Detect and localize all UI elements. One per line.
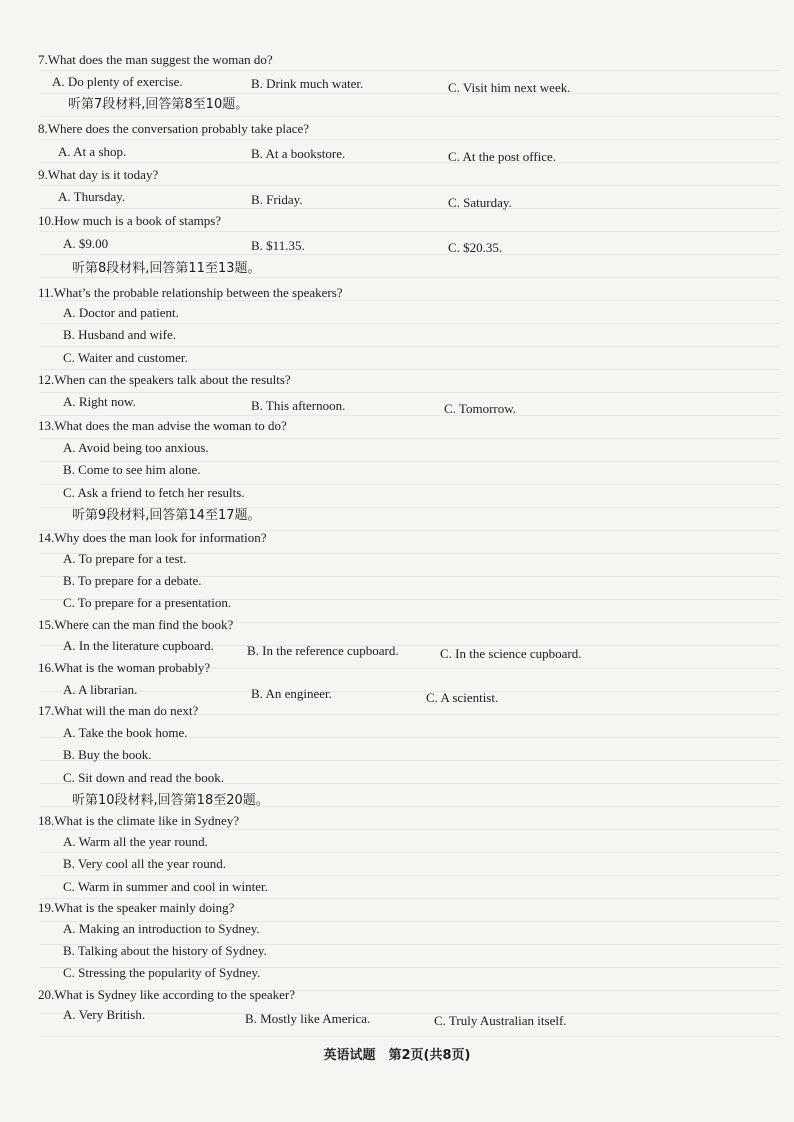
q11-option-b: B. Husband and wife. bbox=[63, 327, 177, 342]
q9-option-b: B. Friday. bbox=[251, 192, 303, 207]
page-footer: 英语试题 第2页(共8页) bbox=[323, 1048, 471, 1063]
q15-option-a: A. In the literature cupboard. bbox=[63, 638, 214, 653]
q12-option-c: C. Tomorrow. bbox=[444, 401, 517, 416]
q18-option-a: A. Warm all the year round. bbox=[63, 834, 208, 849]
q19-option-a: A. Making an introduction to Sydney. bbox=[63, 921, 260, 936]
q10-option-c: C. $20.35. bbox=[448, 240, 503, 255]
question-10: 10.How much is a book of stamps? bbox=[38, 213, 222, 228]
question-15: 15.Where can the man find the book? bbox=[38, 617, 234, 632]
q7-option-b: B. Drink much water. bbox=[251, 76, 364, 91]
question-9: 9.What day is it today? bbox=[38, 167, 159, 182]
q20-option-c: C. Truly Australian itself. bbox=[434, 1013, 567, 1028]
question-7: 7.What does the man suggest the woman do? bbox=[38, 52, 273, 67]
q20-option-b: B. Mostly like America. bbox=[245, 1011, 371, 1026]
q7-option-c: C. Visit him next week. bbox=[448, 80, 571, 95]
question-11: 11.What’s the probable relationship between the speakers? bbox=[38, 285, 343, 300]
q13-option-c: C. Ask a friend to fetch her results. bbox=[63, 485, 245, 500]
q13-option-b: B. Come to see him alone. bbox=[63, 462, 201, 477]
q9-option-a: A. Thursday. bbox=[58, 189, 126, 204]
q16-option-a: A. A librarian. bbox=[63, 682, 138, 697]
q14-option-c: C. To prepare for a presentation. bbox=[63, 595, 232, 610]
q20-option-a: A. Very British. bbox=[63, 1007, 146, 1022]
q17-option-b: B. Buy the book. bbox=[63, 747, 152, 762]
question-20: 20.What is Sydney like according to the speaker? bbox=[38, 987, 296, 1002]
q11-option-c: C. Waiter and customer. bbox=[63, 350, 188, 365]
question-17: 17.What will the man do next? bbox=[38, 703, 199, 718]
instruction-section-8: 听第8段材料,回答第11至13题。 bbox=[72, 261, 261, 276]
question-18: 18.What is the climate like in Sydney? bbox=[38, 813, 240, 828]
question-13: 13.What does the man advise the woman to do? bbox=[38, 418, 287, 433]
question-16: 16.What is the woman probably? bbox=[38, 660, 211, 675]
q14-option-a: A. To prepare for a test. bbox=[63, 551, 187, 566]
instruction-section-10: 听第10段材料,回答第18至20题。 bbox=[72, 793, 269, 808]
q8-option-b: B. At a bookstore. bbox=[251, 146, 346, 161]
q13-option-a: A. Avoid being too anxious. bbox=[63, 440, 209, 455]
instruction-section-7: 听第7段材料,回答第8至10题。 bbox=[68, 97, 249, 112]
q19-option-c: C. Stressing the popularity of Sydney. bbox=[63, 965, 261, 980]
q7-option-a: A. Do plenty of exercise. bbox=[52, 74, 183, 89]
q12-option-b: B. This afternoon. bbox=[251, 398, 346, 413]
q14-option-b: B. To prepare for a debate. bbox=[63, 573, 202, 588]
q15-option-b: B. In the reference cupboard. bbox=[247, 643, 399, 658]
q16-option-c: C. A scientist. bbox=[426, 690, 499, 705]
question-12: 12.When can the speakers talk about the results? bbox=[38, 372, 291, 387]
q8-option-a: A. At a shop. bbox=[58, 144, 127, 159]
q16-option-b: B. An engineer. bbox=[251, 686, 332, 701]
q9-option-c: C. Saturday. bbox=[448, 195, 512, 210]
q11-option-a: A. Doctor and patient. bbox=[63, 305, 179, 320]
instruction-section-9: 听第9段材料,回答第14至17题。 bbox=[72, 508, 261, 523]
q18-option-b: B. Very cool all the year round. bbox=[63, 856, 226, 871]
q17-option-a: A. Take the book home. bbox=[63, 725, 188, 740]
q10-option-b: B. $11.35. bbox=[251, 238, 305, 253]
q17-option-c: C. Sit down and read the book. bbox=[63, 770, 225, 785]
q8-option-c: C. At the post office. bbox=[448, 149, 557, 164]
q18-option-c: C. Warm in summer and cool in winter. bbox=[63, 879, 268, 894]
q12-option-a: A. Right now. bbox=[63, 394, 136, 409]
q19-option-b: B. Talking about the history of Sydney. bbox=[63, 943, 267, 958]
q15-option-c: C. In the science cupboard. bbox=[440, 646, 582, 661]
q10-option-a: A. $9.00 bbox=[63, 236, 109, 251]
question-19: 19.What is the speaker mainly doing? bbox=[38, 900, 235, 915]
question-14: 14.Why does the man look for information? bbox=[38, 530, 267, 545]
question-8: 8.Where does the conversation probably take place? bbox=[38, 121, 310, 136]
